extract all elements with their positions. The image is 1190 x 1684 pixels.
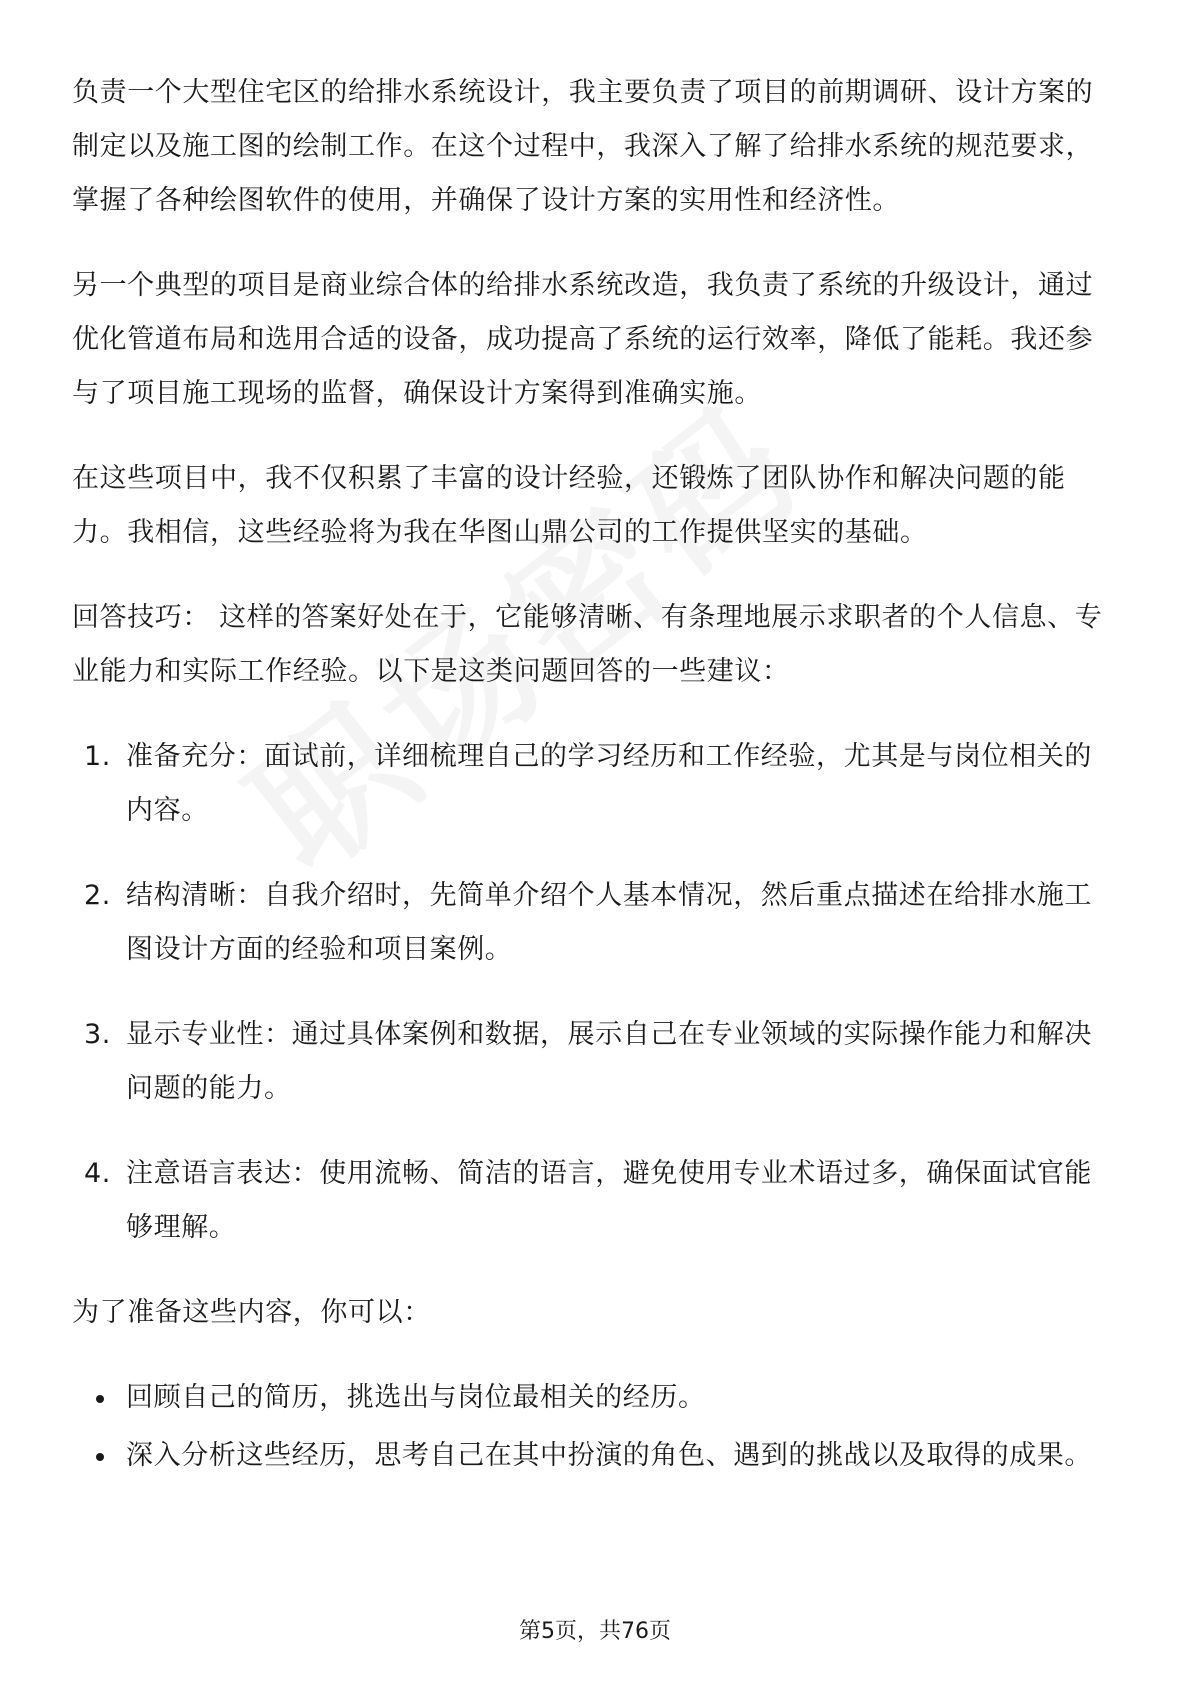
bullet-dot-icon: [96, 1453, 104, 1461]
list-number: 3.: [84, 1019, 111, 1050]
list-item: [72, 730, 1118, 838]
list-item-text: 结构清晰：自我介绍时，先简单介绍个人基本情况，然后重点描述在给排水施工图设计方面的经验和项目案例。: [126, 880, 1092, 965]
paragraph-project-2: 另一个典型的项目是商业综合体的给排水系统改造，我负责了系统的升级设计，通过优化管道布局和选用合适的设备，成功提高了系统的运行效率，降低了能耗。我还参与了项目施工现场的监督，确保设计方案得到准确实施。: [72, 270, 1094, 409]
list-item-text: 注意语言表达：使用流畅、简洁的语言，避免使用专业术语过多，确保面试官能够理解。: [126, 1158, 1092, 1243]
paragraph-prep-intro: 为了准备这些内容，你可以：: [72, 1297, 431, 1328]
bullet-item-text: 深入分析这些经历，思考自己在其中扮演的角色、遇到的挑战以及取得的成果。: [126, 1440, 1092, 1471]
tips-list: [72, 730, 1118, 1255]
bullet-item: [72, 1371, 1118, 1425]
prep-bullet-list: [72, 1371, 1118, 1483]
list-item: [72, 1147, 1118, 1255]
paragraph-summary: 在这些项目中，我不仅积累了丰富的设计经验，还锻炼了团队协作和解决问题的能力。我相信，这些经验将为我在华图山鼎公司的工作提供坚实的基础。: [72, 463, 1066, 548]
bullet-item: [72, 1429, 1118, 1483]
page-footer: 第5页，共76页: [519, 1619, 671, 1644]
list-number: 2.: [84, 880, 111, 911]
paragraph-answer-tips: 回答技巧： 这样的答案好处在于，它能够清晰、有条理地展示求职者的个人信息、专业能力和实际工作经验。以下是这类问题回答的一些建议：: [72, 602, 1103, 687]
list-item: [72, 869, 1118, 977]
bullet-item-text: 回顾自己的简历，挑选出与岗位最相关的经历。: [126, 1382, 706, 1413]
list-item-text: 显示专业性：通过具体案例和数据，展示自己在专业领域的实际操作能力和解决问题的能力。: [126, 1019, 1092, 1104]
document-body: [72, 66, 1118, 1487]
list-number: 4.: [84, 1158, 111, 1189]
paragraph-project-1: 负责一个大型住宅区的给排水系统设计，我主要负责了项目的前期调研、设计方案的制定以及施工图的绘制工作。在这个过程中，我深入了解了给排水系统的规范要求，掌握了各种绘图软件的使用，并确保了设计方案的实用性和经济性。: [72, 77, 1094, 216]
list-number: 1.: [84, 741, 111, 772]
list-item: [72, 1008, 1118, 1116]
list-item-text: 准备充分：面试前，详细梳理自己的学习经历和工作经验，尤其是与岗位相关的内容。: [126, 741, 1092, 826]
bullet-dot-icon: [96, 1395, 104, 1403]
